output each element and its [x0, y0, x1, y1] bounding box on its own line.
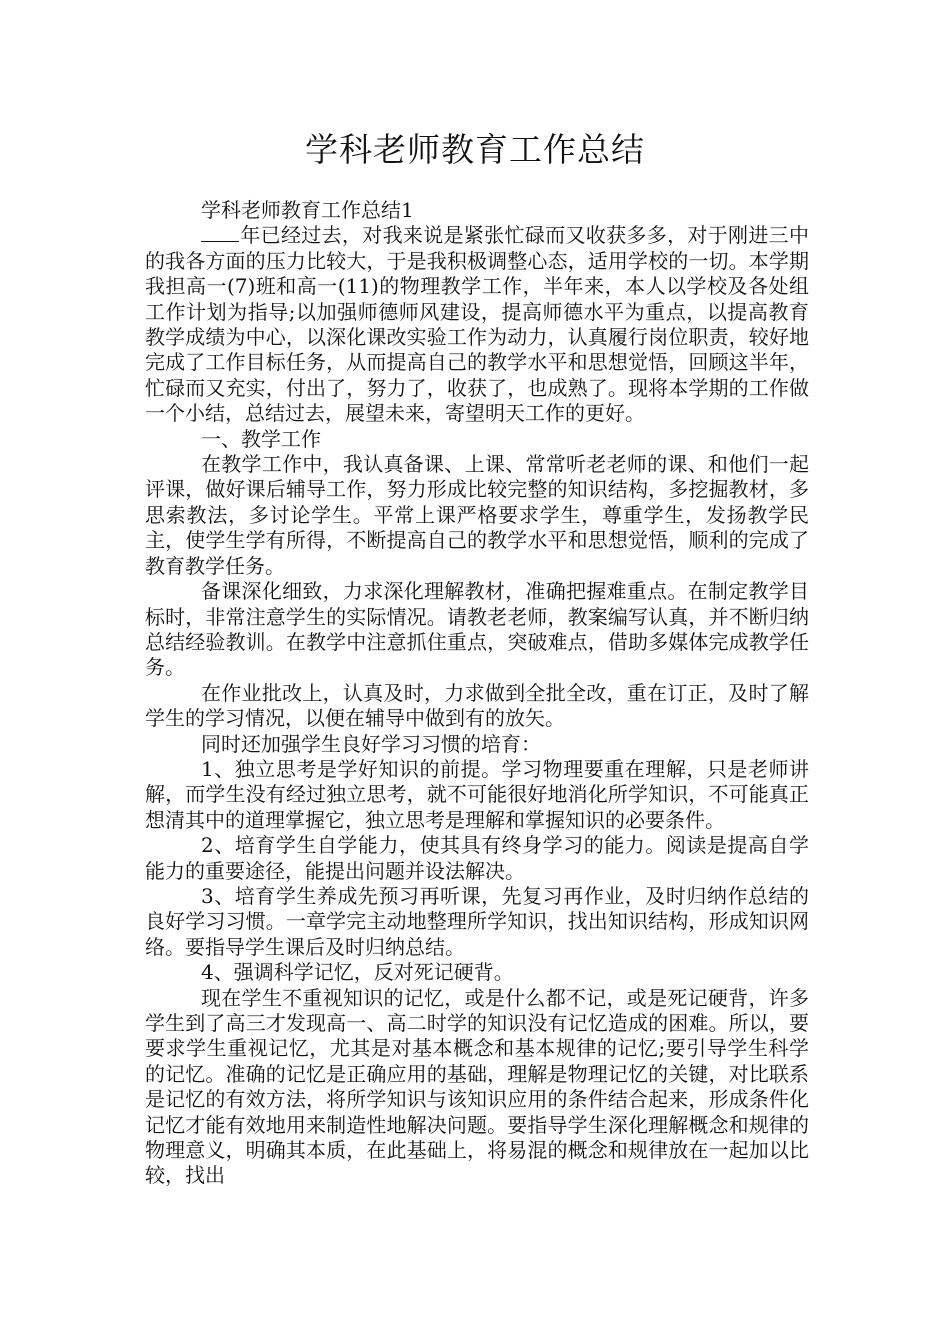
- section-heading: 学科老师教育工作总结1: [201, 198, 414, 222]
- paragraph: 在教学工作中，我认真备课、上课、常常听老老师的课、和他们一起评课，做好课后辅导工作，努力形成比较完整的知识结构，多挖掘教材，多思索教法，多讨论学生。平常上课严格要求学生，尊重学生，发扬教学民主，使学生学有所得，不断提高自己的教学水平和思想觉悟，顺利的完成了教育教学任务。: [145, 452, 809, 578]
- document-body: [145, 198, 809, 1189]
- paragraph: 备课深化细致，力求深化理解教材，准确把握难重点。在制定教学目标时，非常注意学生的实际情况。请教老老师，教案编写认真，并不断归纳总结经验教训。在教学中注意抓住重点，突破难点，借助多媒体完成教学任务。: [145, 579, 809, 680]
- list-item: 3、培育学生养成先预习再听课，先复习再作业，及时归纳作总结的良好学习习惯。一章学完主动地整理所学知识，找出知识结构，形成知识网络。要指导学生课后及时归纳总结。: [145, 883, 809, 959]
- paragraph: 同时还加强学生良好学习习惯的培育：: [201, 731, 541, 756]
- list-item: 2、培育学生自学能力，使其具有终身学习的能力。阅读是提高自学能力的重要途径，能提出问题并设法解决。: [145, 833, 809, 883]
- paragraph: 现在学生不重视知识的记忆，或是什么都不记，或是死记硬背，许多学生到了高三才发现高一、高二时学的知识没有记忆造成的困难。所以，要要求学生重视记忆，尤其是对基本概念和基本规律的记忆;要引导学生科学的记忆。准确的记忆是正确应用的基础，理解是物理记忆的关键，对比联系是记忆的有效方法，将所学知识与该知识应用的条件结合起来，形成条件化记忆才能有效地用来制造性地解决问题。要指导学生深化理解概念和规律的物理意义，明确其本质，在此基础上，将易混的概念和规律放在一起加以比较，找出: [145, 985, 809, 1188]
- section-heading: 一、教学工作: [201, 426, 321, 451]
- list-item: 1、独立思考是学好知识的前提。学习物理要重在理解，只是老师讲解，而学生没有经过独立思考，就不可能很好地消化所学知识，不可能真正想清其中的道理掌握它，独立思考是理解和掌握知识的必要条件。: [145, 756, 809, 832]
- paragraph: 在作业批改上，认真及时，力求做到全批全改，重在订正，及时了解学生的学习情况，以便在辅导中做到有的放矢。: [145, 680, 809, 731]
- paragraph-text: 年已经过去，对我来说是紧张忙碌而又收获多多，对于刚进三中的我各方面的压力比较大，于是我积极调整心态，适用学校的一切。本学期我担高一(7)班和高一(11)的物理教学工作，半年来，本人以学校及各处组工作计划为指导;以加强师德师风建设，提高师德水平为重点，以提高教育教学成绩为中心，以深化课改实验工作为动力，认真履行岗位职责，较好地完成了工作目标任务，从而提高自己的教学水平和思想觉悟，回顾这半年，忙碌而又充实，付出了，努力了，收获了，也成熟了。现将本学期的工作做一个小结，总结过去，展望未来，寄望明天工作的更好。: [145, 223, 809, 426]
- document-title: 学科老师教育工作总结: [305, 130, 645, 169]
- blank-underline: [201, 223, 239, 242]
- list-item: 4、强调科学记忆，反对死记硬背。: [201, 960, 514, 985]
- paragraph: [145, 223, 809, 426]
